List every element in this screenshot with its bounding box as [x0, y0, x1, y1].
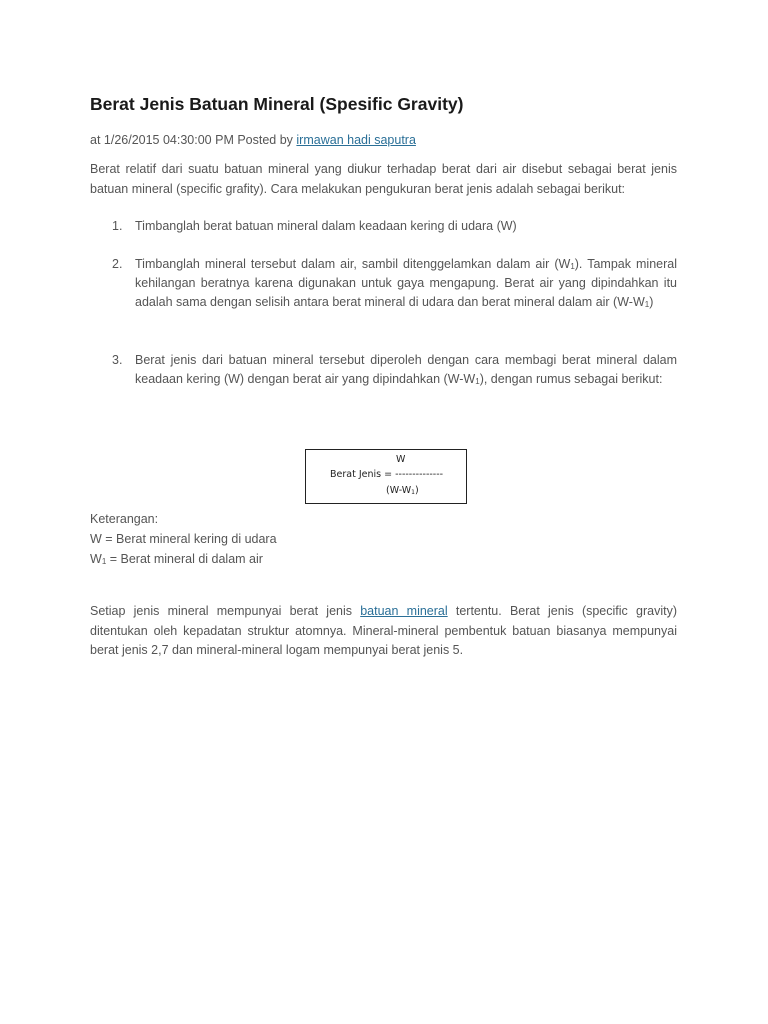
- intro-paragraph: Berat relatif dari suatu batuan mineral yang diukur terhadap berat dari air disebut sebagai berat jenis batuan mineral (specific grafity). Cara melakukan pengukuran berat jenis adalah sebagai berikut:: [90, 162, 677, 196]
- list-text: Timbanglah berat batuan mineral dalam keadaan kering di udara (W): [135, 219, 517, 233]
- article-title: Berat Jenis Batuan Mineral (Spesific Gravity): [90, 94, 464, 114]
- formula-denominator: $(W-W_1)$: [386, 485, 419, 496]
- author-link[interactable]: irmawan hadi saputra: [296, 133, 416, 147]
- keterangan-line: W = Berat mineral kering di udara: [90, 532, 277, 546]
- post-meta: [90, 131, 416, 149]
- batuan-mineral-link[interactable]: batuan mineral: [360, 604, 448, 618]
- closing-paragraph: Setiap jenis mineral mempunyai berat jenis batuan mineral tertentu. Berat jenis (specific gravity) ditentukan oleh kepadatan struktur atomnya. Mineral-mineral pembentuk batuan biasanya mempunyai berat jenis 2,7 dan mineral-mineral logam mempunyai berat jenis 5.: [90, 604, 677, 657]
- list-number: 1.: [112, 219, 123, 233]
- post-date-text: at 1/26/2015 04:30:00 PM Posted by: [90, 133, 297, 147]
- keterangan-block: [90, 509, 277, 569]
- formula-numerator: W: [396, 454, 406, 465]
- formula-image: [305, 449, 467, 504]
- formula-label: Berat Jenis = --------------: [330, 469, 444, 480]
- list-number: 3.: [112, 353, 123, 367]
- list-number: 2.: [112, 257, 123, 271]
- keterangan-line: $W_1$ = Berat mineral di dalam air: [90, 552, 263, 566]
- list-text: Timbanglah mineral tersebut dalam air, sambil ditenggelamkan dalam air $(W_1)$. Tampak mineral kehilangan beratnya karena digunakan untuk gaya mengapung. Berat air yang dipindahkan itu adalah sama dengan selisih antara berat mineral di udara dan berat mineral dalam air $(W-W_1)$: [135, 257, 677, 310]
- keterangan-heading: Keterangan:: [90, 512, 159, 526]
- list-text: Berat jenis dari batuan mineral tersebut diperoleh dengan cara membagi berat mineral dalam keadaan kering (W) dengan berat air yang dipindahkan $(W-W_1)$, dengan rumus sebagai berikut:: [135, 353, 677, 387]
